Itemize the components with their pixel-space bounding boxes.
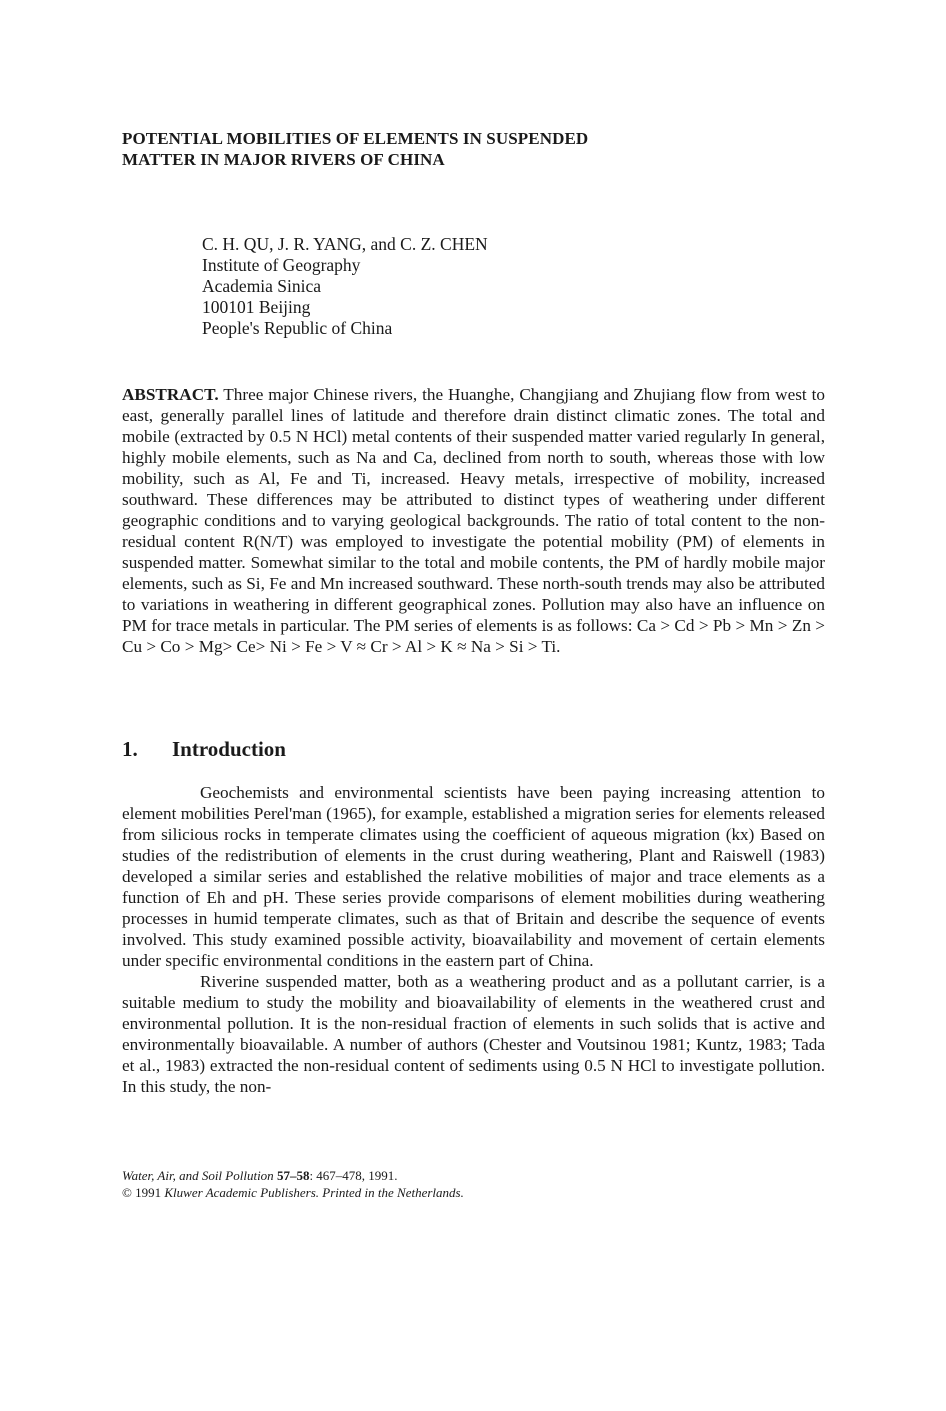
intro-paragraph-1: Geochemists and environmental scientists have been paying increasing attention to element mobilities Perel'man (1965), for example, established a migration series for elements released from silicious rocks in temperate climates using the coefficient of aqueous migration (kx) Based on studies of the redistribution of elements in the crust during weathering, Plant and Raiswell (1983) developed a similar series and established the relative mobilities of major and trace elements as a function of Eh and pH. These series provide comparisons of element mobilities during weathering processes in humid temperate climates, such as that of Britain and describe the sequence of events involved. This study examined possible activity, bioavailability and movement of certain elements under specific environmental conditions in the eastern part of China. <box>122 783 825 970</box>
introduction-body <box>122 782 825 1097</box>
journal-name: Water, Air, and Soil Pollution <box>122 1168 274 1183</box>
journal-pages: : 467–478, 1991. <box>309 1168 398 1183</box>
paper-title <box>122 128 822 170</box>
author-institute: Institute of Geography <box>202 255 361 275</box>
abstract-text: Three major Chinese rivers, the Huanghe, Changjiang and Zhujiang flow from west to east, generally parallel lines of latitude and therefore drain distinct climatic zones. The total and mobile (extracted by 0.5 N HCl) metal contents of their suspended matter varied regularly In general, highly mobile elements, such as Na and Ca, declined from north to south, whereas those with low mobility, such as Al, Fe and Ti, increased. Heavy metals, irrespective of mobility, increased southward. These differences may be attributed to distinct types of weathering under different geographic conditions and to varying geological backgrounds. The ratio of total content to the non-residual content R(N/T) was employed to investigate the potential mobility (PM) of elements in suspended matter. Somewhat similar to the total and mobile contents, the PM of hardly mobile major elements, such as Si, Fe and Mn increased southward. These north-south trends may also be attributed to variations in weathering in different geographical zones. Pollution may also have an influence on PM for trace metals in particular. The PM series of elements is as follows: Ca > Cd > Pb > Mn > Zn > Cu > Co > Mg> Ce> Ni > Fe > V ≈ Cr > Al > K ≈ Na > Si > Ti. <box>122 385 825 656</box>
copyright-line <box>122 1184 464 1201</box>
publication-footer <box>122 1167 464 1201</box>
citation-line <box>122 1167 464 1184</box>
title-line-2: MATTER IN MAJOR RIVERS OF CHINA <box>122 150 445 169</box>
author-block <box>202 234 488 339</box>
abstract-label: ABSTRACT. <box>122 385 219 404</box>
author-names: C. H. QU, J. R. YANG, and C. Z. CHEN <box>202 234 488 254</box>
intro-paragraph-2: Riverine suspended matter, both as a weathering product and as a pollutant carrier, is a suitable medium to study the mobility and bioavailability of elements in the weathered crust and environmental pollution. It is the non-residual fraction of elements in such solids that is active and environmentally bioavailable. A number of authors (Chester and Voutsinou 1981; Kuntz, 1983; Tada et al., 1983) extracted the non-residual content of sediments using 0.5 N HCl to investigate pollution. In this study, the non- <box>122 972 825 1096</box>
journal-volume: 57–58 <box>276 1168 310 1183</box>
copyright-year: © 1991 <box>122 1185 162 1200</box>
section-heading <box>122 737 286 762</box>
author-city: 100101 Beijing <box>202 297 311 317</box>
section-title: Introduction <box>172 737 286 761</box>
publisher-text: Kluwer Academic Publishers. Printed in the Netherlands. <box>164 1185 464 1200</box>
abstract <box>122 384 825 657</box>
title-line-1: POTENTIAL MOBILITIES OF ELEMENTS IN SUSPENDED <box>122 129 589 148</box>
author-academy: Academia Sinica <box>202 276 322 296</box>
section-number: 1. <box>122 737 138 761</box>
author-country: People's Republic of China <box>202 318 393 338</box>
